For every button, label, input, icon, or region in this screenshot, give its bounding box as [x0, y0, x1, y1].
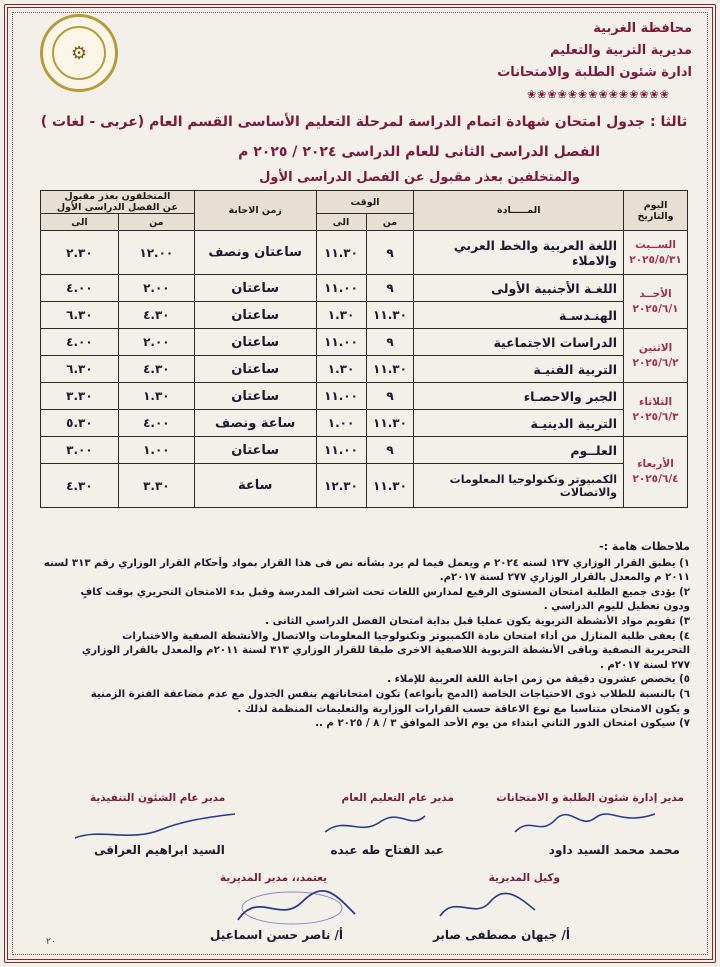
time-to-cell: ١٢.٣٠ [316, 464, 366, 508]
subject-cell: اللغـة الأجنبية الأولى [414, 275, 624, 302]
day-cell: الأحــد ٢٠٢٥/٦/١ [624, 275, 688, 329]
makeup-from-cell: ٢.٠٠ [118, 275, 194, 302]
signature-block-director [220, 872, 327, 884]
table-row [41, 356, 688, 383]
signature-role: مدير إدارة شئون الطلبة و الامتحانات [496, 792, 684, 804]
governorate-label: محافظة الغربية [593, 21, 692, 36]
header-time: الوقت [316, 191, 414, 214]
note-line: التحريرية النصفية وباقى الأنشطة التربوية اللاصفية الاخرى طبقا للقرار الوزاري ٣١٣ لسنة ٢٠١١م والمعدل بالقرار الوزاري [81, 645, 690, 657]
note-line: ٥) يخصص عشرون دقيقة من زمن اجابة اللغة العربية للإملاء . [387, 674, 690, 686]
table-row [41, 437, 688, 464]
makeup-to-cell: ٣.٣٠ [41, 383, 119, 410]
makeup-from-cell: ٤.٣٠ [118, 356, 194, 383]
duration-cell: ساعتان [194, 329, 316, 356]
subject-cell: التربية الدينيـة [414, 410, 624, 437]
document-subtitle-2: والمتخلفين بعذر مقبول عن الفصل الدراسى الأول [259, 170, 580, 185]
duration-cell: ساعتان [194, 275, 316, 302]
day-cell: الأربعاء ٢٠٢٥/٦/٤ [624, 437, 688, 508]
subject-cell: التربية الفنيـة [414, 356, 624, 383]
exam-schedule-table [40, 190, 688, 508]
note-line: ٤) يعفى طلبة المنازل من أداء امتحان مادة الكمبيوتر وتكنولوجيا المعلومات والاتصال والأنشطة الصفية والاختبارات [122, 630, 690, 642]
makeup-to-cell: ٣.٠٠ [41, 437, 119, 464]
subject-cell: اللغة العربية والخط العربي والاملاء [414, 231, 624, 275]
makeup-to-cell: ٥.٣٠ [41, 410, 119, 437]
time-from-cell: ٩ [366, 329, 414, 356]
document-title: ثالثا : جدول امتحان شهادة اتمام الدراسة لمرحلة التعليم الأساسى القسم العام (عربى - لغات ) [40, 114, 688, 130]
makeup-from-cell: ١.٠٠ [118, 437, 194, 464]
seal-emblem-icon: ⚙ [52, 26, 106, 80]
time-to-cell: ١١.٠٠ [316, 383, 366, 410]
subject-cell: الجبر والاحصـاء [414, 383, 624, 410]
duration-cell: ساعتان [194, 383, 316, 410]
note-line: ٧) سيكون امتحان الدور الثاني ابتداء من يوم الأحد الموافق ٣ / ٨ / ٢٠٢٥ م .. [315, 718, 690, 730]
time-from-cell: ١١.٣٠ [366, 410, 414, 437]
signature-name: أ/ ناصر حسن اسماعيل [210, 928, 344, 942]
subject-cell: الهنـدسـة [414, 302, 624, 329]
signature-name-student-affairs [549, 843, 680, 857]
time-from-cell: ١١.٣٠ [366, 356, 414, 383]
corner-mark: ٢٠ [46, 937, 56, 947]
makeup-from-cell: ٤.٣٠ [118, 302, 194, 329]
signature-role: وكيل المديرية [488, 872, 560, 884]
note-line: ٢٠١١ م والمعدل بالقرار الوزاري ٢٧٧ لسنة ٢٠١٧م. [439, 572, 690, 584]
note-line: ٢) يؤدى جميع الطلبة امتحان المستوى الرفيع لمدارس اللغات تحت اشراف المدرسة وقبل بدء الامتحان التحريري بوقت كافٍ [80, 586, 690, 598]
makeup-from-cell: ١.٣٠ [118, 383, 194, 410]
makeup-to-cell: ٤.٣٠ [41, 464, 119, 508]
makeup-from-cell: ٣.٣٠ [118, 464, 194, 508]
table-row [41, 464, 688, 508]
header-makeup-from: من [118, 214, 194, 231]
signature-block-general-education [342, 792, 455, 804]
makeup-to-cell: ٦.٣٠ [41, 302, 119, 329]
directorate-label: مديرية التربية والتعليم [549, 43, 692, 58]
time-to-cell: ١١.٠٠ [316, 275, 366, 302]
subject-cell: الكمبيوتر وتكنولوجيا المعلومات والاتصالات [414, 464, 624, 508]
day-cell: الســبت ٢٠٢٥/٥/٣١ [624, 231, 688, 275]
department-label: ادارة شئون الطلبة والامتحانات [497, 65, 692, 80]
table-row [41, 410, 688, 437]
time-to-cell: ١.٠٠ [316, 410, 366, 437]
makeup-to-cell: ٦.٣٠ [41, 356, 119, 383]
signature-block-deputy [489, 872, 560, 884]
note-line: ٦) بالنسبة للطلاب ذوى الاحتياجات الخاصة (الدمج بأنواعه) تكون امتحاناتهم بنفس الجدول مع عدم مضاعفة الفترة الزمنية [90, 688, 690, 700]
makeup-from-cell: ٢.٠٠ [118, 329, 194, 356]
header-time-from: من [366, 214, 414, 231]
time-from-cell: ٩ [366, 275, 414, 302]
signature-name: السيد ابراهيم العراقى [94, 843, 225, 857]
subject-cell: الدراسات الاجتماعية [414, 329, 624, 356]
issuer-header [497, 18, 692, 84]
signature-role: مدير عام الشئون التنفيذية [90, 792, 226, 804]
makeup-to-cell: ٢.٣٠ [41, 231, 119, 275]
handwritten-signature-1 [510, 806, 660, 842]
document-subtitle: الفصل الدراسى الثانى للعام الدراسى ٢٠٢٤ / ٢٠٢٥ م [238, 144, 600, 160]
handwritten-signature-2 [320, 810, 430, 840]
signature-block-student-affairs [496, 792, 684, 804]
note-line: ودون تعطيل لليوم الدراسي . [543, 601, 690, 613]
table-row [41, 231, 688, 275]
makeup-to-cell: ٤.٠٠ [41, 275, 119, 302]
time-from-cell: ٩ [366, 231, 414, 275]
table-row [41, 383, 688, 410]
subject-cell: العلــوم [414, 437, 624, 464]
header-subject: المـــــادة [414, 191, 624, 231]
note-line: ٢٧٧ لسنة ٢٠١٧م . [599, 659, 690, 671]
signature-name-director [210, 928, 343, 942]
duration-cell: ساعة [194, 464, 316, 508]
time-from-cell: ١١.٣٠ [366, 464, 414, 508]
header-duration: زمن الاجابة [194, 191, 316, 231]
time-to-cell: ١١.٣٠ [316, 231, 366, 275]
signature-role: يعتمد،، مدير المديرية [220, 872, 328, 884]
day-cell: الاثنين ٢٠٢٥/٦/٢ [624, 329, 688, 383]
signature-name-general-education [330, 843, 444, 857]
header-makeup-to: الى [41, 214, 119, 231]
header-day: اليوم والتاريخ [624, 191, 688, 231]
handwritten-signature-4 [430, 886, 540, 926]
makeup-from-cell: ٤.٠٠ [118, 410, 194, 437]
time-to-cell: ١١.٠٠ [316, 437, 366, 464]
table-row [41, 329, 688, 356]
header-makeup: المتخلفون بعذر مقبول عن الفصل الدراسى الأول [41, 191, 195, 214]
header-ornament: ❀❀❀❀❀❀❀❀❀❀❀❀❀❀ [526, 88, 670, 101]
signature-name: عبد الفتاح طه عبده [330, 843, 444, 857]
duration-cell: ساعتان ونصف [194, 231, 316, 275]
note-line: و يكون الامتحان متناسبا مع نوع الاعاقة حسب القرارات الوزارية والتعليمات المنظمة لذلك . [237, 703, 690, 715]
table-row [41, 302, 688, 329]
time-to-cell: ١.٣٠ [316, 356, 366, 383]
duration-cell: ساعة ونصف [194, 410, 316, 437]
duration-cell: ساعتان [194, 437, 316, 464]
time-to-cell: ١١.٠٠ [316, 329, 366, 356]
notes-heading: ملاحظات هامة :- [599, 540, 690, 553]
duration-cell: ساعتان [194, 356, 316, 383]
day-cell: الثلاثاء ٢٠٢٥/٦/٣ [624, 383, 688, 437]
signature-role: مدير عام التعليم العام [341, 792, 454, 804]
signature-name: محمد محمد السيد داود [548, 843, 680, 857]
signature-block-executive-affairs [90, 792, 225, 804]
directorate-seal-logo [40, 14, 118, 92]
makeup-from-cell: ١٢.٠٠ [118, 231, 194, 275]
director-stamp-signature [230, 884, 360, 930]
time-from-cell: ٩ [366, 383, 414, 410]
header-time-to: الى [316, 214, 366, 231]
signature-name: أ/ جيهان مصطفى صابر [432, 928, 570, 942]
makeup-to-cell: ٤.٠٠ [41, 329, 119, 356]
duration-cell: ساعتان [194, 302, 316, 329]
note-line: ١) يطبق القرار الوزاري ١٣٧ لسنه ٢٠٢٤ م ويعمل فيما لم يرد بشأنه نص فى هذا القرار بمواد وأحكام القرار الوزاري رقم ٣١٣ لسنه [44, 557, 690, 569]
note-line: ٣) تقويم مواد الأنشطة التربوية يكون عمليا قبل بداية امتحان الفصل الدراسي الثانى . [265, 615, 690, 627]
table-row [41, 275, 688, 302]
time-from-cell: ٩ [366, 437, 414, 464]
handwritten-signature-3 [70, 808, 240, 846]
signature-name-deputy [433, 928, 570, 942]
important-notes [44, 540, 690, 732]
time-to-cell: ١.٣٠ [316, 302, 366, 329]
time-from-cell: ١١.٣٠ [366, 302, 414, 329]
